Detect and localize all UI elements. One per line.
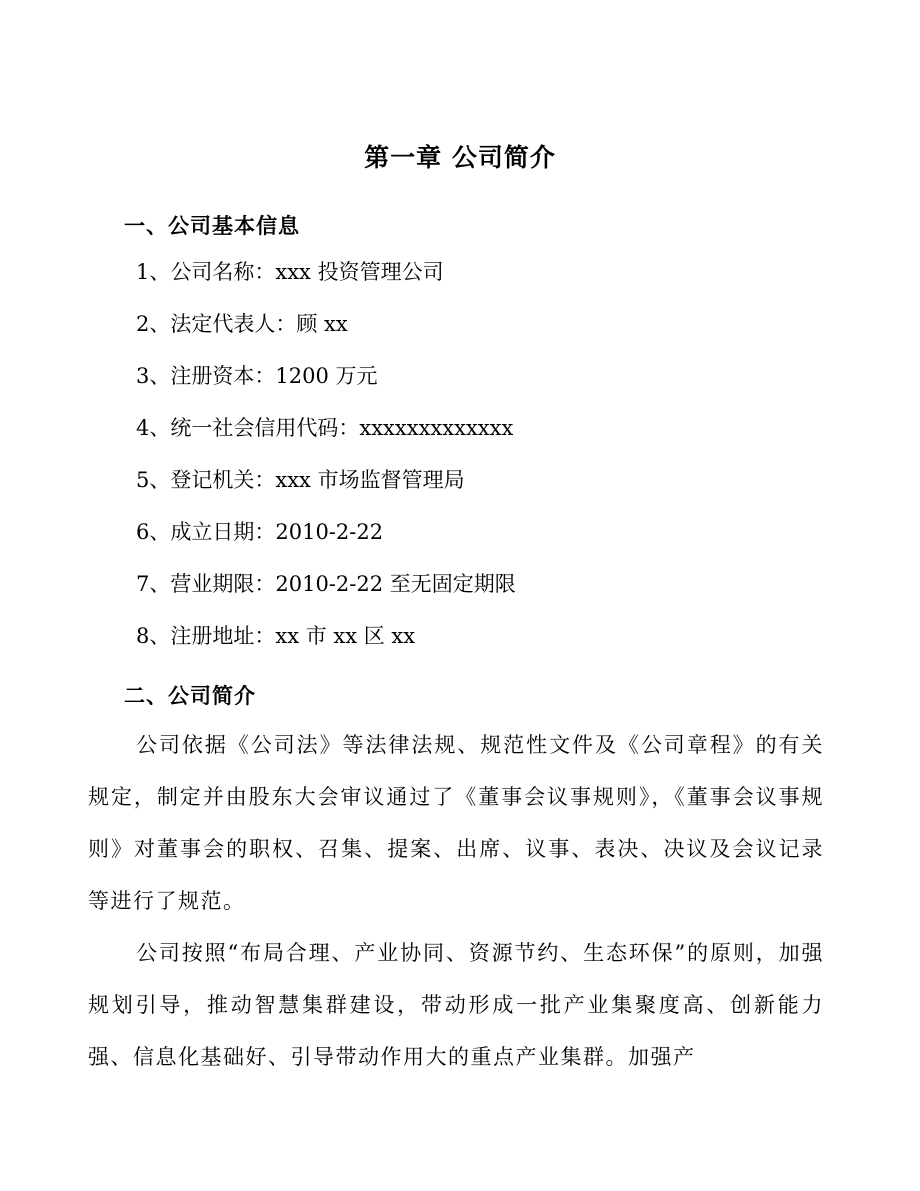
section-heading-basic-info: 一、公司基本信息 bbox=[124, 214, 300, 238]
info-registration-authority: 5、登记机关：xxx 市场监督管理局 bbox=[136, 468, 465, 492]
info-registered-capital: 3、注册资本：1200 万元 bbox=[136, 364, 378, 388]
chapter-title: 第一章 公司简介 bbox=[364, 143, 556, 172]
profile-paragraph: 公司按照“布局合理、产业协同、资源节约、生态环保”的原则，加强规划引导，推动智慧集群建设，带动形成一批产业集聚度高、创新能力强、信息化基础好、引导带动作用大的重点产业集群。加强产 bbox=[88, 941, 824, 1069]
info-business-term: 7、营业期限：2010-2-22 至无固定期限 bbox=[136, 572, 516, 596]
info-credit-code: 4、统一社会信用代码：xxxxxxxxxxxxx bbox=[136, 416, 514, 440]
info-registered-address: 8、注册地址：xx 市 xx 区 xx bbox=[136, 624, 416, 648]
info-establishment-date: 6、成立日期：2010-2-22 bbox=[136, 520, 384, 544]
section-heading-company-profile: 二、公司简介 bbox=[124, 684, 256, 708]
info-legal-representative: 2、法定代表人：顾 xx bbox=[136, 312, 348, 336]
profile-paragraph: 公司依据《公司法》等法律法规、规范性文件及《公司章程》的有关规定，制定并由股东大会审议通过了《董事会议事规则》，《董事会议事规则》对董事会的职权、召集、提案、出席、议事、表决、决议及会议记录等进行了规范。 bbox=[88, 733, 824, 913]
info-company-name: 1、公司名称：xxx 投资管理公司 bbox=[136, 260, 444, 284]
